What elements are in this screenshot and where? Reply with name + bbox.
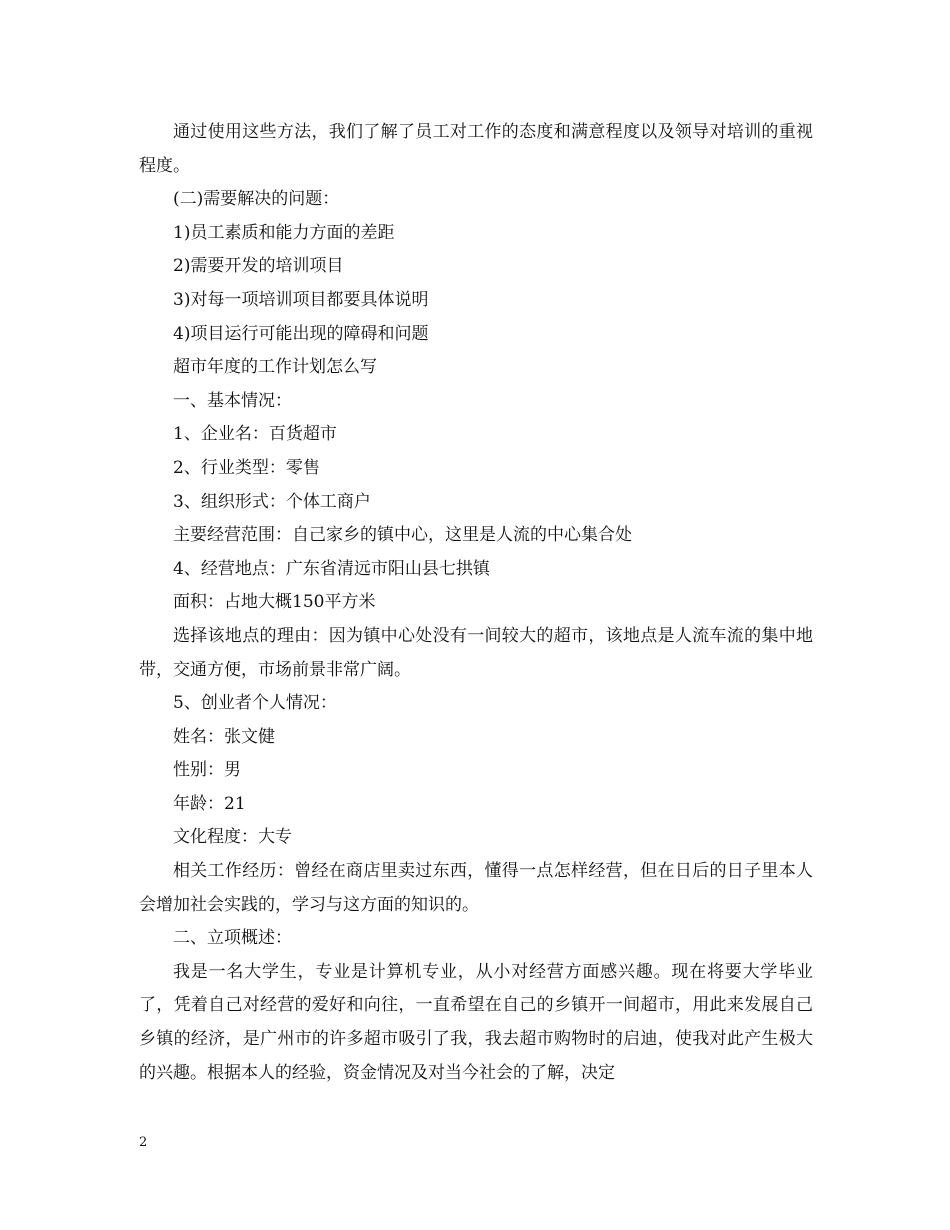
info-line: 姓名：张文健 (173, 726, 275, 747)
list-item: 2)需要开发的培训项目 (173, 256, 344, 277)
section-heading: 5、创业者个人情况： (173, 693, 337, 714)
info-line: 文化程度：大专 (173, 827, 292, 848)
page-number: 2 (139, 1135, 148, 1150)
document-title: 超市年度的工作计划怎么写 (173, 357, 377, 378)
info-line: 2、行业类型：零售 (173, 457, 320, 478)
section-heading: (二)需要解决的问题： (173, 189, 340, 210)
paragraph: 通过使用这些方法，我们了解了员工对工作的态度和满意程度以及领导对培训的重视程度。 (139, 122, 813, 176)
info-line: 年龄：21 (173, 793, 246, 814)
paragraph: 相关工作经历：曾经在商店里卖过东西，懂得一点怎样经营，但在日后的日子里本人会增加社会实践的，学习与这方面的知识的。 (139, 861, 813, 915)
info-line: 3、组织形式：个体工商户 (173, 491, 371, 512)
info-line: 面积：占地大概150平方米 (173, 592, 376, 613)
section-heading: 二、立项概述： (173, 928, 292, 949)
info-line: 性别：男 (173, 760, 241, 781)
document-body (139, 116, 813, 1090)
info-line: 1、企业名：百货超市 (173, 424, 337, 445)
info-line: 主要经营范围：自己家乡的镇中心，这里是人流的中心集合处 (173, 525, 632, 546)
list-item: 1)员工素质和能力方面的差距 (173, 222, 395, 243)
info-line: 4、经营地点：广东省清远市阳山县七拱镇 (173, 558, 490, 579)
paragraph: 选择该地点的理由：因为镇中心处没有一间较大的超市，该地点是人流车流的集中地带，交通方便，市场前景非常广阔。 (139, 625, 813, 680)
list-item: 3)对每一项培训项目都要具体说明 (173, 289, 429, 310)
list-item: 4)项目运行可能出现的障碍和问题 (173, 323, 429, 344)
section-heading: 一、基本情况： (173, 390, 292, 411)
paragraph: 我是一名大学生，专业是计算机专业，从小对经营方面感兴趣。现在将要大学毕业了，凭着自己对经营的爱好和向往，一直希望在自己的乡镇开一间超市，用此来发展自己乡镇的经济，是广州市的许多超市吸引了我，我去超市购物时的启迪，使我对此产生极大的兴趣。根据本人的经验，资金情况及对当今社会的了解，决定 (139, 961, 813, 1083)
